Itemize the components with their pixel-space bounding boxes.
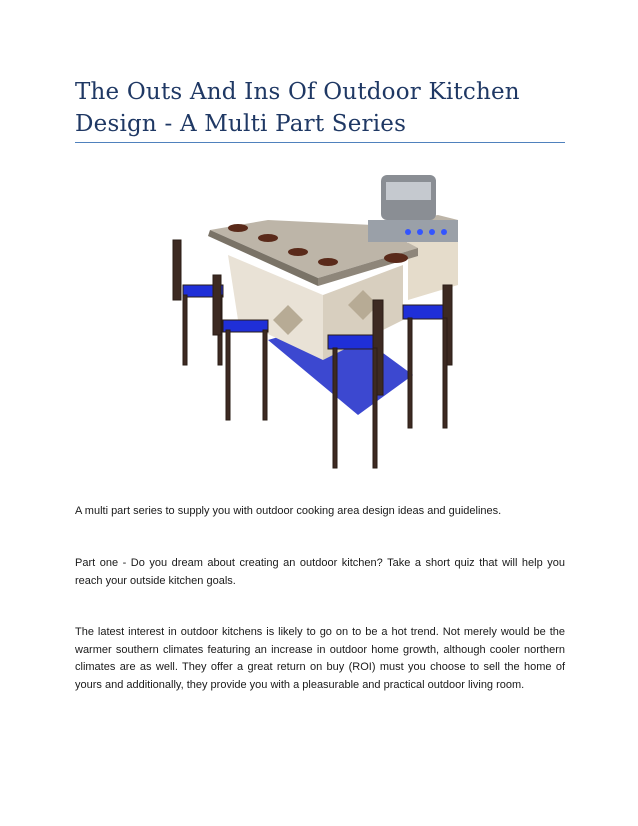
document-title: The Outs And Ins Of Outdoor Kitchen Design - A Multi Part Series bbox=[75, 79, 520, 137]
paragraph-intro: A multi part series to supply you with outdoor cooking area design ideas and guidelines. bbox=[75, 505, 502, 517]
plate bbox=[228, 224, 248, 232]
outdoor-kitchen-image bbox=[168, 170, 468, 470]
title-underline bbox=[75, 142, 565, 143]
paragraph-trend: The latest interest in outdoor kitchens is likely to go on to be a hot trend. Not merely would be the warmer southern climates featuring an increase in outdoor home growth, although cooler northern climates are as well. They offer a great return on buy (ROI) must you choose to sell the home of yours and additionally, they provide you with a pleasurable and practical outdoor living room. bbox=[75, 626, 565, 691]
paragraph-part-one: Part one - Do you dream about creating an outdoor kitchen? Take a short quiz that will help you reach your outside kitchen goals. bbox=[75, 557, 565, 587]
